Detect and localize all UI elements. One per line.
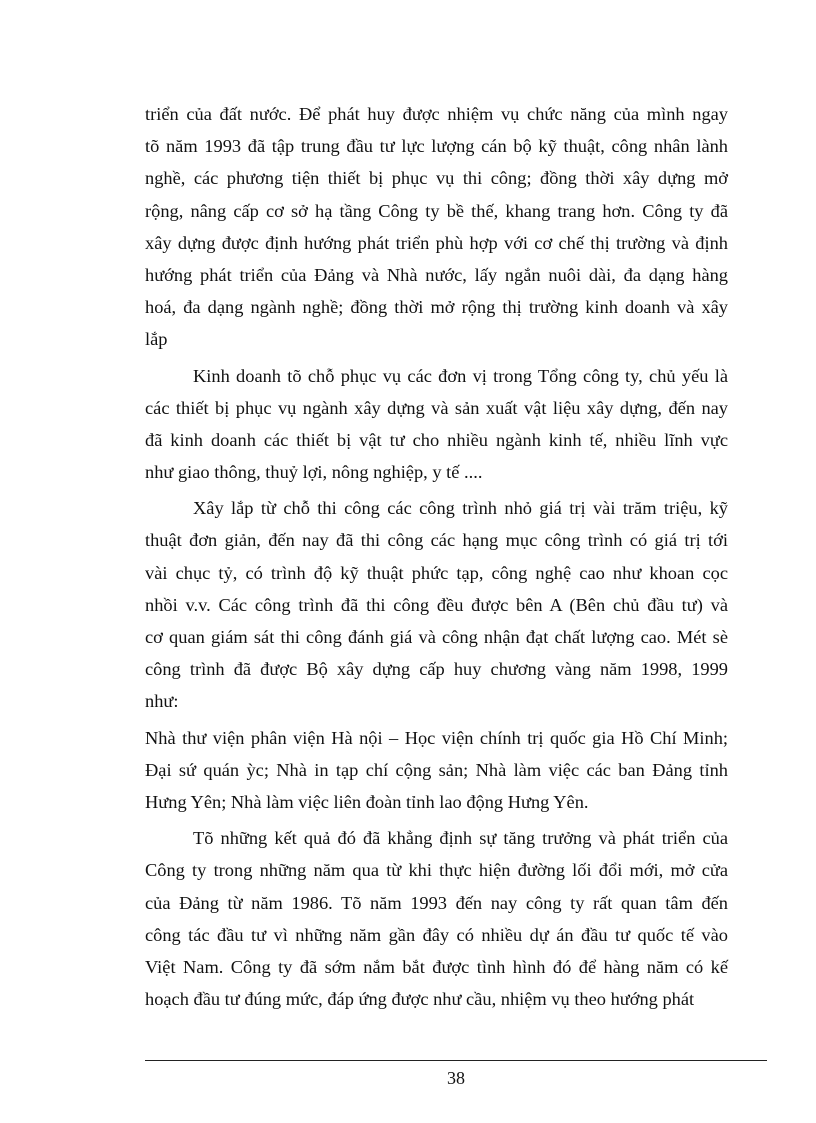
text-line: hoá, đa dạng ngành nghề; đồng thời mở rộng thị trường kinh doanh và xây [145,297,728,318]
text-line: Công ty trong những năm qua từ khi thực hiện đường lối đổi mới, mở cửa [145,860,728,881]
paragraph [145,98,728,356]
paragraph [145,360,728,489]
text-line: Xây lắp từ chỗ thi công các công trình nhỏ giá trị vài trăm triệu, kỹ [193,498,728,519]
text-line: hướng phát triển của Đảng và Nhà nước, lấy ngắn nuôi dài, đa dạng hàng [145,264,728,285]
footer-divider [145,1060,767,1061]
text-line: như giao thông, thuỷ lợi, nông nghiệp, y tế .... [145,462,483,483]
paragraph [145,722,728,819]
text-line: Nhà thư viện phân viện Hà nội – Học viện chính trị quốc gia Hồ Chí Minh; [145,727,728,748]
paragraph [145,822,728,1015]
text-line: nghề, các phương tiện thiết bị phục vụ thi công; đồng thời xây dựng mở [145,168,728,189]
text-line: Hưng Yên; Nhà làm việc liên đoàn tỉnh lao động Hưng Yên. [145,791,589,812]
text-line: vài chục tỷ, có trình độ kỹ thuật phức tạp, công nghệ cao như khoan cọc [145,562,728,583]
text-line: Đại sứ quán ỳc; Nhà in tạp chí cộng sản; Nhà làm việc các ban Đảng tỉnh [145,759,728,780]
page-number: 38 [447,1068,465,1088]
text-line: nhồi v.v. Các công trình đã thi công đều được bên A (Bên chủ đầu tư) và [145,594,728,615]
text-line: như: [145,691,179,712]
text-line: công trình đã được Bộ xây dựng cấp huy chương vàng năm 1998, 1999 [145,659,728,680]
text-line: rộng, nâng cấp cơ sở hạ tầng Công ty bề thế, khang trang hơn. Công ty đã [145,200,728,221]
text-line: Việt Nam. Công ty đã sớm nắm bắt được tình hình đó để hàng năm có kế [145,956,728,977]
text-line: các thiết bị phục vụ ngành xây dựng và sản xuất vật liệu xây dựng, đến nay [145,397,728,418]
text-line: lắp [145,329,168,350]
text-line: đã kinh doanh các thiết bị vật tư cho nhiều ngành kinh tế, nhiều lĩnh vực [145,429,728,450]
text-line: công tác đầu tư vì những năm gần đây có nhiều dự án đầu tư quốc tế vào [145,924,728,945]
paragraph [145,492,728,717]
text-line: cơ quan giám sát thi công đánh giá và công nhận đạt chất lượng cao. Mét sè [145,627,728,647]
text-line: thuật đơn giản, đến nay đã thi công các hạng mục công trình có giá trị tới [145,530,728,551]
text-line: Tõ những kết quả đó đã khẳng định sự tăng trưởng và phát triển của [193,828,728,849]
text-line: của Đảng từ năm 1986. Tõ năm 1993 đến nay công ty rất quan tâm đến [145,892,728,913]
text-line: Kinh doanh tõ chỗ phục vụ các đơn vị trong Tổng công ty, chủ yếu là [193,365,728,386]
body-text [145,98,728,1015]
text-line: tõ năm 1993 đã tập trung đầu tư lực lượng cán bộ kỹ thuật, công nhân lành [145,136,728,157]
text-line: triển của đất nước. Để phát huy được nhiệm vụ chức năng của mình ngay [145,104,728,124]
text-line: xây dựng được định hướng phát triển phù hợp với cơ chế thị trường và định [145,232,728,253]
text-line: hoạch đầu tư đúng mức, đáp ứng được như cầu, nhiệm vụ theo hướng phát [145,989,695,1010]
